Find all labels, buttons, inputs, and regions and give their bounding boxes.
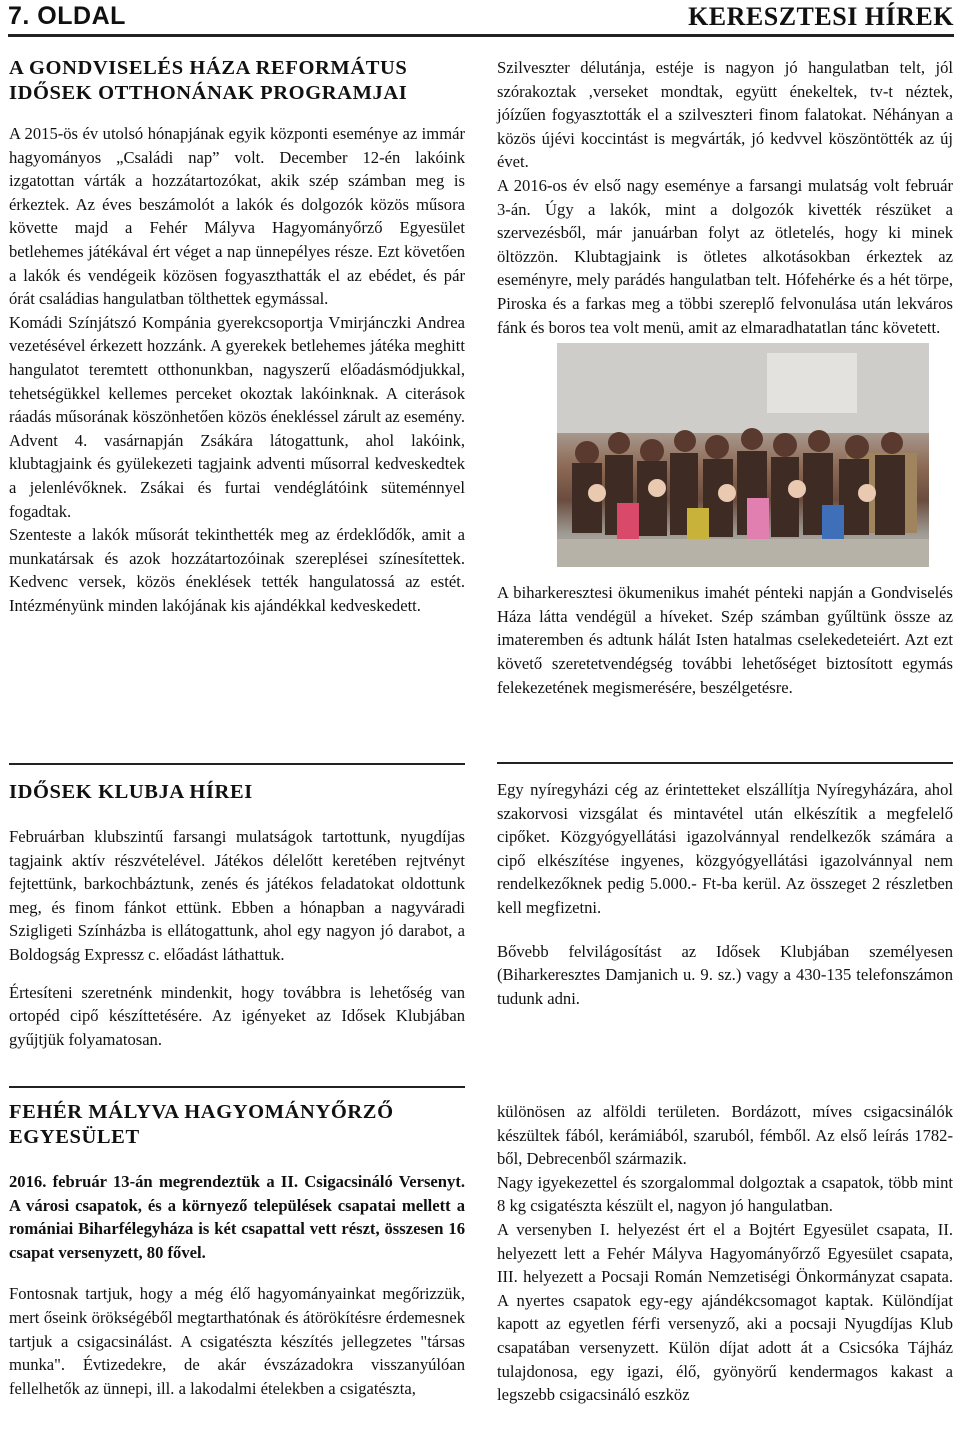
section-divider [9, 763, 465, 765]
article1-paragraph: A 2016-os év első nagy eseménye a farsangi mulatság volt február 3-án. Úgy a lakók, mint a dolgozók kivették részüket a szervezésből, már januárban folyt az ötletelés, hogy ki minek öltözzön. Klubtagjaink is ötletes alkotásokban érkeztek az eseményre, mely parádés hangulatban telt. Hófehérke és a hét törpe, Piroska és a farkas meg a többi szereplő felvonulása után lekváros fánk és boros tea volt menü, amit az elmaradhatatlan tánc követett. [497, 175, 953, 337]
section-divider [9, 1086, 465, 1088]
article3-title: FEHÉR MÁLYVA HAGYOMÁNYŐRZŐ EGYESÜLET [9, 1101, 394, 1148]
page-number-label: 7. OLDAL [8, 2, 126, 30]
article2-right-column [497, 778, 953, 1010]
article3-paragraph: Nagy igyekezettel és szorgalommal dolgoztak a csapatok, több mint 8 kg csigatészta készült el, nagyon jó hangulatban. [497, 1172, 953, 1216]
article1-left-column [9, 56, 465, 617]
article1-paragraph: Szenteste a lakók műsorát tekinthették meg az érdeklődők, amit a munkatársak és azok hozzátartozóinak szereplései színesítettek. Kedvenc versek, közös éneklések tették hangulatossá az estét. Intézményünk minden lakójának kis ajándékkal kedveskedett. [9, 525, 465, 615]
article2-left-column [9, 780, 465, 1051]
section-title: KERESZTESI HÍREK [688, 2, 954, 31]
article3-paragraph: A versenyben I. helyezést ért el a Bojtért Egyesület csapata, II. helyezett lett a Fehér Mályva Hagyományőrző Egyesület csapata, III. helyezett a Pocsaji Román Nemzetiségi Önkormányzat csapata. A nyertes csapatok egy-egy ajándékcsomagot kaptak. Különdíjat kapott az egyetlen férfi versenyző, aki a pocsaji Nyugdíjas Klub csapatában versenyzett. Külön díjat adott át a Csicsóka Tájház tulajdonosa, egy igazi, élő, gyönyörű kendermagos kakast a legszebb csigacsináló eszköz [497, 1219, 953, 1405]
article2-paragraph: Februárban klubszintű farsangi mulatságok tartottunk, nyugdíjas tagjaink aktív részvételével. Játékos délelőtt keretében rejtvényt fejtettünk, barkochbáztunk, zenés és játékos feladatokat oldottunk meg, és finom fánkot ettünk. Ebben a hónapban a nagyváradi Szigligeti Színházba is ellátogattunk, ahol egy nagyon jó darabot, a Boldogság Expressz c. előadást láthattuk. [9, 827, 465, 964]
article3-left-column [9, 1100, 465, 1400]
article1-paragraph: A 2015-ös év utolsó hónapjának egyik központi eseménye az immár hagyományos „Családi nap” volt. December 12-én lakóink izgatottan várták a hozzátartozókat, akik szép számban meg is érkeztek. Az éves beszámolót a lakók és dolgozók közös műsora követte majd a Fehér Mályva Hagyományőrző Egyesület betlehemes játékával ért véget a nap ünnepélyes része. Ezt követően a lakók és vendégeik közösen fogyaszthatták el az ebédet, és pár órát családias hangulatban tölthettek egymással. [9, 124, 465, 309]
article2-paragraph: Értesíteni szeretnénk mindenkit, hogy továbbra is lehetőség van ortopéd cipő készíttetésére. Az igényeket az Idősek Klubjában gyűjtjük folyamatosan. [9, 982, 465, 1049]
section-divider [497, 762, 953, 764]
article2-title: IDŐSEK KLUBJA HÍREI [9, 781, 253, 803]
article2-paragraph: Bővebb felvilágosítást az Idősek Klubjában személyesen (Biharkeresztes Damjanich u. 9. sz.) vagy a 430-135 telefonszámon tudunk adni. [497, 941, 953, 1008]
article1-paragraph: Szilveszter délutánja, estéje is nagyon jó hangulatban telt, jól szórakoztak ,verseket mondtak, együtt énekeltek, tv-t néztek, jóízűen fogyasztották el a szilveszteri finom falatokat. Néhányan a közös újévi koccintást is megvárták, jó kedvvel köszöntötték az új évet. [497, 58, 953, 172]
article3-paragraph: különösen az alföldi területen. Bordázott, míves csigacsinálók készültek fából, kerámiából, szaruból, fémből. Az első leírás 1782-ből, Debrecenből származik. [497, 1102, 953, 1169]
article3-right-column [497, 1100, 953, 1407]
article3-lead: 2016. február 13-án megrendeztük a II. Csigacsináló Versenyt. A városi csapatok, és a környező települések csapatai mellett a romániai Biharfélegyháza is két csapattal vett részt, összesen 16 csapat versenyzett, 80 fővel. [9, 1172, 465, 1262]
carnival-group-photo [557, 343, 929, 567]
page-header [8, 0, 954, 37]
article2-paragraph: Egy nyíregyházi cég az érintetteket elszállítja Nyíregyházára, ahol szakorvosi vizsgálat és mintavétel után elkészítik a megfelelő cipőket. Közgyógyellátási igazolvánnyal rendelkezők számára a cipő elkészítése ingyenes, közgyógyellátási igazolvánnyal nem rendelkezőknek pedig 5.000.- Ft-ba kerül. Az összeget 2 részletben kell megfizetni. [497, 780, 953, 917]
photo-illustration [557, 343, 929, 567]
article3-paragraph: Fontosnak tartjuk, hogy a még élő hagyományainkat megőrizzük, mert őseink örökségéből megtarthatónak és átörökítésre érdemesnek tartjuk a csigacsinálást. A csigatészta készítés jellegzetes "társas munka". Évtizedekre, de akár évszázadokra visszanyúlóan fellelhetők az ünnepi, ill. a lakodalmi ételekben a csigatészta, [9, 1284, 465, 1398]
article1-paragraph: A biharkeresztesi ökumenikus imahét pénteki napján a Gondviselés Háza látta vendégül a híveket. Szép számban gyűltünk össze az imateremben és adtunk hálát Isten hatalmas cselekedeteiért. Azt ezt követő szeretetvendégség további lehetőséget biztosított egymás felekezetének megismerésére, beszélgetésre. [497, 583, 953, 697]
article1-right-column [497, 56, 953, 699]
article1-title: A GONDVISELÉS HÁZA REFORMÁTUS IDŐSEK OTTHONÁNAK PROGRAMJAI [9, 57, 408, 104]
article1-paragraph: Komádi Színjátszó Kompánia gyerekcsoportja Vmirjánczki Andrea vezetésével érkezett hozzánk. A gyerekek betlehemes játéka meghitt hangulatot teremtett otthonunkban, nagyszerű előadásmódjukkal, tehetségükkel kellemes perceket okoztak lakóinknak. A citerások ráadás műsorának köszönhetően közös énekléssel zárult az esemény. [9, 312, 465, 427]
article1-paragraph: Advent 4. vasárnapján Zsákára látogattunk, ahol lakóink, klubtagjaink és gyülekezeti tagjaink adventi műsorral kedveskedtek a jelenlévőknek. Zsákai és furtai vendéglátóink süteménnyel fogadtak. [9, 430, 465, 521]
